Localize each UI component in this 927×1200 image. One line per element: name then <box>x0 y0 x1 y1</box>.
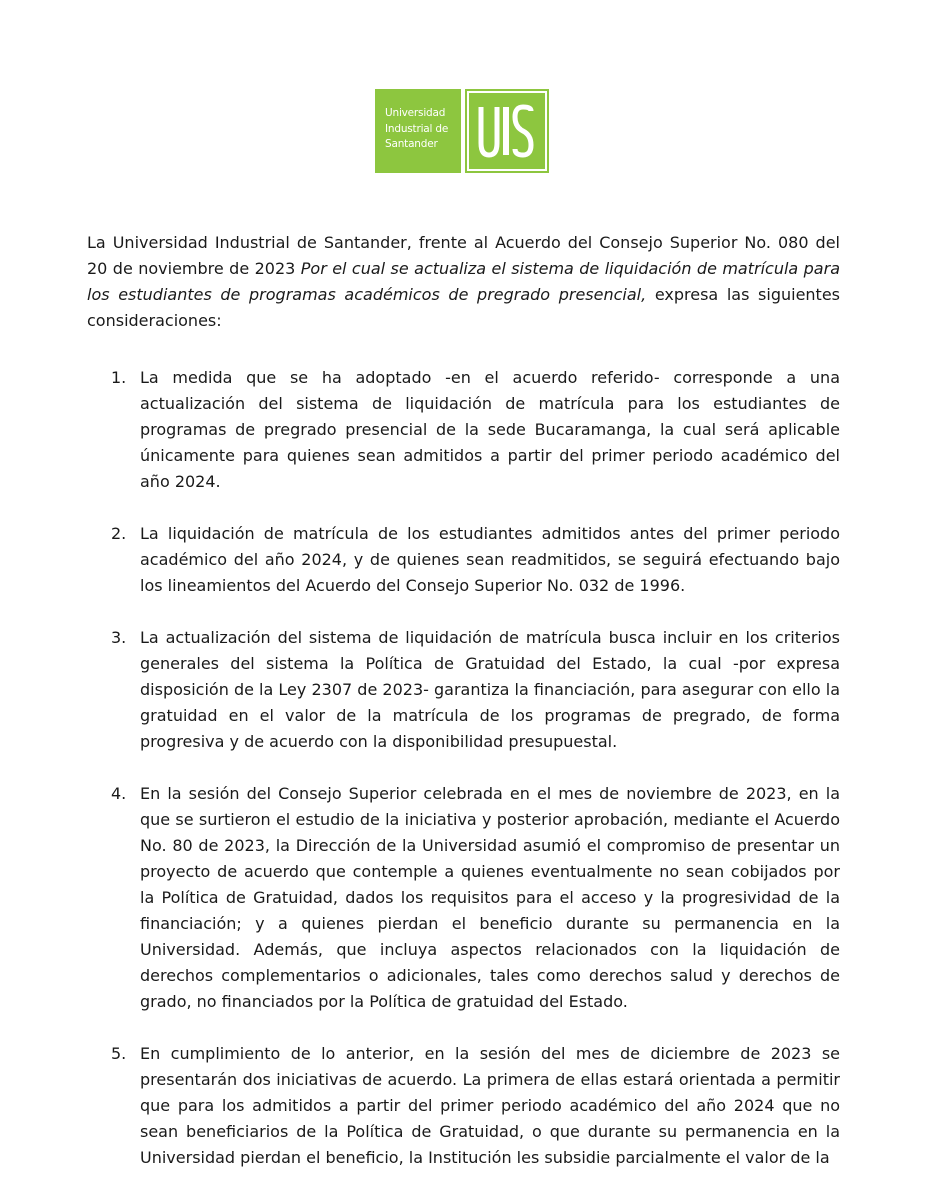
item-text: La liquidación de matrícula de los estudiantes admitidos antes del primer periodo académico del año 2024, y de quienes sean readmitidos, se seguirá efectuando bajo los lineamientos del Acuerdo del Consejo Superior No. 032 de 1996. <box>140 524 840 595</box>
logo-wordmark <box>375 89 461 173</box>
document-body <box>87 230 840 1197</box>
item-text: La actualización del sistema de liquidación de matrícula busca incluir en los criterios generales del sistema la Política de Gratuidad del Estado, la cual -por expresa disposición de la Ley 2307 de 2023- garantiza la financiación, para asegurar con ello la gratuidad en el valor de la matrícula de los programas de pregrado, de forma progresiva y de acuerdo con la disponibilidad presupuestal. <box>140 628 840 751</box>
list-item <box>87 781 840 1015</box>
university-logo <box>375 89 550 173</box>
intro-text-start: La Universidad Industrial de Santander, frente al Acuerdo del Consejo Superior No. 080 del 20 de noviembre de 2023 <box>87 233 840 278</box>
list-item <box>87 365 840 495</box>
item-number: 4. <box>111 784 127 803</box>
logo-line: Universidad <box>385 107 446 119</box>
item-number: 5. <box>111 1044 127 1063</box>
item-text: La medida que se ha adoptado -en el acuerdo referido- corresponde a una actualización del sistema de liquidación de matrícula para los estudiantes de programas de pregrado presencial de la sede Bucaramanga, la cual será aplicable únicamente para quienes sean admitidos a partir del primer periodo académico del año 2024. <box>140 368 840 491</box>
item-text: En cumplimiento de lo anterior, en la sesión del mes de diciembre de 2023 se presentarán dos iniciativas de acuerdo. La primera de ellas estará orientada a permitir que para los admitidos a partir del primer periodo académico del año 2024 que no sean beneficiarios de la Política de Gratuidad, o que durante su permanencia en la Universidad pierdan el beneficio, la Institución les subsidie parcialmente el valor de la <box>140 1044 840 1167</box>
item-number: 3. <box>111 628 127 647</box>
logo-line: Industrial de <box>385 122 449 135</box>
list-item <box>87 1041 840 1171</box>
agreement-title: Por el cual se actualiza el sistema de liquidación de matrícula para los estudiantes de programas académicos de pregrado presencial, <box>87 259 840 304</box>
considerations-list <box>87 365 840 1171</box>
intro-text-end: expresa las siguientes consideraciones: <box>87 285 841 330</box>
uis-monogram-svg <box>465 89 549 173</box>
item-text: En la sesión del Consejo Superior celebrada en el mes de noviembre de 2023, en la que se surtieron el estudio de la iniciativa y posterior aprobación, mediante el Acuerdo No. 80 de 2023, la Dirección de la Universidad asumió el compromiso de presentar un proyecto de acuerdo que contemple a quienes eventualmente no sean cobijados por la Política de Gratuidad, dados los requisitos para el acceso y la progresividad de la financiación; y a quienes pierdan el beneficio durante su permanencia en la Universidad. Además, que incluya aspectos relacionados con la liquidación de derechos complementarios o adicionales, tales como derechos salud y derechos de grado, no financiados por la Política de gratuidad del Estado. <box>140 784 840 1011</box>
list-item <box>87 625 840 755</box>
item-number: 2. <box>111 524 127 543</box>
uis-monogram-icon <box>465 89 549 173</box>
item-number: 1. <box>111 368 127 387</box>
list-item <box>87 521 840 599</box>
logo-line: Santander <box>385 138 438 150</box>
intro-paragraph <box>87 230 840 334</box>
